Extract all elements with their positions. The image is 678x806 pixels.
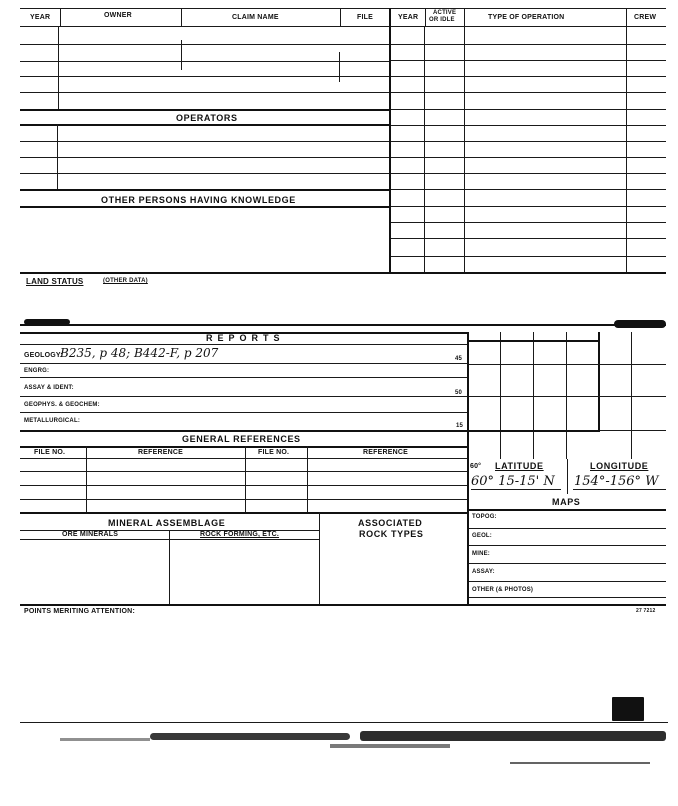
row-line [391, 189, 666, 190]
row-line [20, 141, 389, 142]
row-line [20, 471, 468, 472]
row-line [20, 76, 389, 77]
other-persons-bottom-border [20, 206, 389, 208]
other-persons-label: OTHER PERSONS HAVING KNOWLEDGE [101, 195, 296, 205]
row-line [20, 485, 468, 486]
gr-header-top [20, 446, 468, 448]
row-line [20, 499, 468, 500]
general-references-title: GENERAL REFERENCES [182, 434, 301, 444]
row-line [391, 157, 666, 158]
row-line [391, 238, 666, 239]
claims-bottom-border [20, 272, 666, 274]
maps-row-topog: TOPOG: [472, 514, 497, 520]
latitude-underline [471, 489, 561, 490]
mineral-assemblage-title: MINERAL ASSEMBLAGE [108, 518, 226, 528]
col-claim-name-header: CLAIM NAME [232, 14, 279, 21]
land-status-sub-label: (OTHER DATA) [103, 278, 148, 284]
row-line [391, 256, 666, 257]
row-line [391, 206, 666, 207]
rock-types-label: ROCK TYPES [359, 529, 424, 539]
row-line [391, 173, 666, 174]
geology-margin-number: 45 [455, 356, 463, 362]
row-line [391, 125, 666, 126]
other-persons-top-border [20, 189, 389, 191]
col-divider [626, 8, 627, 26]
maps-top-border [469, 509, 666, 511]
section-separator [20, 324, 666, 326]
col-active-header: ACTIVE [433, 10, 457, 16]
grid-h [469, 430, 600, 432]
geology-value: B235, p 48; B442-F, p 207 [60, 346, 219, 360]
col-year2-header: YEAR [398, 14, 419, 21]
gr-reference-header-1: REFERENCE [138, 449, 183, 456]
maps-row-mine: MINE: [472, 551, 490, 557]
col-owner-header: OWNER [104, 12, 132, 19]
geology-label: GEOLOGY: [24, 352, 63, 359]
row-line [20, 173, 389, 174]
row-line [469, 597, 666, 598]
grid-h [469, 396, 666, 397]
row-line [20, 157, 389, 158]
row-divider [57, 124, 58, 190]
table-top-border [20, 8, 666, 9]
reports-title: REPORTS [206, 333, 285, 343]
col-idle-header: OR IDLE [429, 17, 455, 23]
col-divider-right [626, 26, 627, 274]
form-number: 27 7212 [636, 608, 656, 614]
col-divider [464, 8, 465, 26]
gr-col-divider [307, 446, 308, 512]
grid-h [469, 364, 666, 365]
row-line [469, 581, 666, 582]
row-line [469, 563, 666, 564]
col-divider [340, 8, 341, 26]
col-type-of-operation-header: TYPE OF OPERATION [488, 14, 565, 21]
gr-file-no-header-2: FILE NO. [258, 449, 290, 456]
ma-col-divider [319, 512, 320, 605]
row-line [391, 44, 666, 45]
assay-label: ASSAY & IDENT: [24, 385, 74, 391]
lat-prefix: 60° [470, 463, 482, 470]
row-line [391, 141, 666, 142]
scan-smudge [330, 744, 450, 748]
grid-h [600, 430, 666, 431]
row-line [20, 396, 468, 397]
scan-smudge [510, 762, 650, 764]
col-divider-right [424, 26, 425, 274]
metallurgical-label: METALLURGICAL: [24, 418, 81, 424]
latitude-value: 60° 15-15' N [471, 474, 555, 489]
lat-long-divider [567, 459, 568, 494]
row-line [391, 109, 666, 110]
row-line [20, 363, 468, 364]
registration-mark [612, 697, 644, 721]
ma-col-divider [169, 530, 170, 605]
operators-bottom-border [20, 124, 389, 126]
longitude-value: 154°-156° W [574, 474, 659, 489]
col-divider [181, 8, 182, 26]
row-line [391, 76, 666, 77]
row-line [20, 412, 468, 413]
gr-reference-header-2: REFERENCE [363, 449, 408, 456]
col-divider-right [464, 26, 465, 274]
row-line [391, 92, 666, 93]
ore-minerals-header: ORE MINERALS [62, 531, 119, 538]
gr-file-no-header-1: FILE NO. [34, 449, 66, 456]
row-line [391, 60, 666, 61]
row-line [20, 61, 389, 62]
gr-col-divider [86, 446, 87, 512]
row-divider [339, 52, 340, 82]
row-line [20, 344, 468, 345]
geophys-label: GEOPHYS. & GEOCHEM: [24, 402, 100, 408]
scan-smudge [360, 731, 666, 741]
header-bottom-border [20, 26, 666, 27]
maps-row-other: OTHER (& PHOTOS) [472, 587, 534, 593]
col-crew-header: CREW [634, 14, 657, 21]
grid-h [469, 340, 600, 342]
col-file-header: FILE [357, 14, 373, 21]
row-line [20, 377, 468, 378]
row-line [469, 528, 666, 529]
row-line [20, 458, 468, 459]
operators-label: OPERATORS [176, 113, 238, 123]
maps-row-geol: GEOL: [472, 533, 492, 539]
latitude-label: LATITUDE [495, 461, 544, 471]
row-divider [58, 26, 59, 110]
maps-title: MAPS [552, 497, 581, 507]
engrg-label: ENGRG: [24, 368, 50, 374]
rock-forming-header: ROCK FORMING, ETC. [200, 531, 280, 538]
gr-bottom-border [20, 512, 468, 514]
scan-line [20, 722, 668, 723]
col-divider [425, 8, 426, 26]
col-divider [60, 8, 61, 26]
longitude-underline [573, 489, 666, 490]
row-line [20, 44, 389, 45]
ma-sub-header-line [20, 539, 320, 540]
reports-bottom-border [20, 430, 468, 432]
associated-label: ASSOCIATED [358, 518, 423, 528]
row-divider [181, 40, 182, 70]
land-status-label: LAND STATUS [26, 277, 84, 286]
col-year-header: YEAR [30, 14, 51, 21]
row-line [20, 92, 389, 93]
longitude-label: LONGITUDE [590, 461, 649, 471]
row-line [469, 545, 666, 546]
points-meriting-attention-label: POINTS MERITING ATTENTION: [24, 608, 135, 615]
metallurgical-margin-number: 15 [456, 423, 464, 429]
form-bottom-border [20, 604, 666, 606]
row-line [391, 222, 666, 223]
scan-smudge [150, 733, 350, 740]
scan-smudge [60, 738, 150, 741]
operators-top-border [20, 109, 389, 111]
grid-v [598, 332, 600, 432]
maps-row-assay: ASSAY: [472, 569, 495, 575]
gr-col-divider [245, 446, 246, 512]
assay-margin-number: 50 [455, 390, 463, 396]
